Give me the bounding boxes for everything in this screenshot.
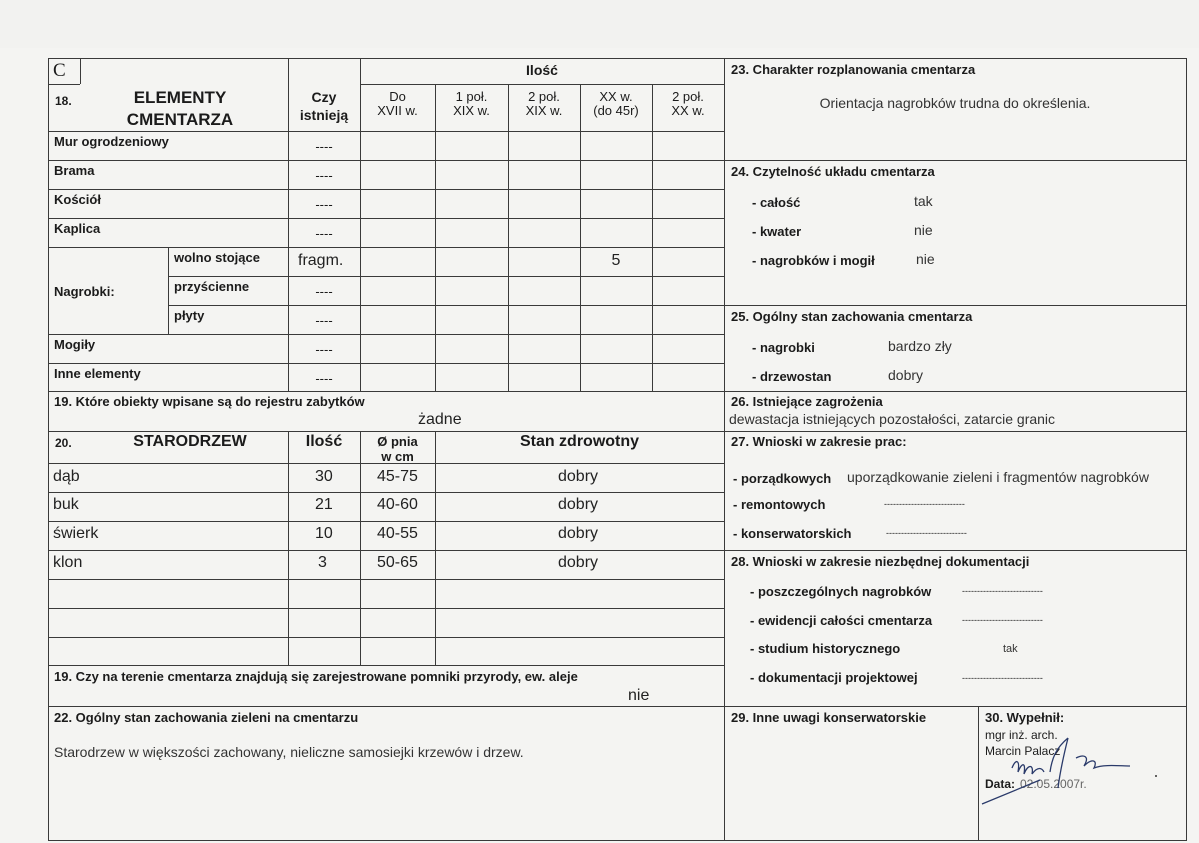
row-label: Mur ogrodzeniowy bbox=[54, 134, 169, 149]
s26-label: 26. Istniejące zagrożenia bbox=[731, 394, 883, 409]
tree-name: klon bbox=[53, 554, 83, 571]
tree-name: dąb bbox=[53, 468, 80, 485]
s20-count-header: Ilość bbox=[305, 433, 343, 450]
row-label: Kaplica bbox=[54, 221, 101, 236]
row-label: Brama bbox=[54, 163, 95, 178]
s26-value: dewastacja istniejących pozostałości, zatarcie granic bbox=[729, 411, 1056, 427]
s24-item-value: tak bbox=[914, 193, 933, 209]
period-header: XIX w. bbox=[525, 103, 563, 118]
tree-diameter: 45-75 bbox=[377, 468, 418, 485]
rule bbox=[724, 305, 1186, 306]
quantity-header: Ilość bbox=[526, 62, 558, 78]
s24-label: 24. Czytelność układu cmentarza bbox=[731, 164, 935, 179]
period-header: 2 poł. bbox=[528, 89, 560, 104]
s24-item-label: - całość bbox=[752, 195, 801, 210]
s25-item-value: dobry bbox=[888, 367, 924, 383]
s28-item-value: --------------------------- bbox=[962, 586, 1043, 596]
s24-item-value: nie bbox=[914, 222, 933, 238]
s20-diam-header-1: Ø pnia bbox=[377, 434, 418, 449]
frame-left bbox=[48, 58, 49, 840]
s30-name: Marcin Palacz bbox=[985, 744, 1061, 758]
s19a-value: żadne bbox=[418, 411, 462, 428]
frame-top bbox=[48, 58, 1187, 59]
rule bbox=[580, 84, 581, 391]
s28-item-label: - poszczególnych nagrobków bbox=[750, 584, 932, 599]
s25-item-label: - nagrobki bbox=[752, 340, 815, 355]
tree-diameter: 40-55 bbox=[377, 525, 418, 542]
tree-count: 30 bbox=[315, 468, 333, 485]
rule bbox=[168, 305, 724, 306]
s29-label: 29. Inne uwagi konserwatorskie bbox=[731, 710, 927, 725]
rule bbox=[168, 247, 169, 334]
s25-item-value: bardzo zły bbox=[888, 338, 952, 354]
tree-state: dobry bbox=[558, 496, 599, 513]
rule bbox=[435, 84, 436, 391]
row-exists: ---- bbox=[315, 284, 333, 299]
s28-item-label: - ewidencji całości cmentarza bbox=[750, 613, 933, 628]
s22-value: Starodrzew w większości zachowany, nieliczne samosiejki krzewów i drzew. bbox=[54, 744, 524, 760]
s24-item-value: nie bbox=[916, 251, 935, 267]
period-header: XIX w. bbox=[453, 103, 490, 118]
s30-title: mgr inż. arch. bbox=[985, 728, 1058, 742]
s28-item-label: - dokumentacji projektowej bbox=[750, 670, 918, 685]
s23-label: 23. Charakter rozplanowania cmentarza bbox=[731, 62, 976, 77]
row-label: płyty bbox=[174, 308, 205, 323]
s27-item-value: uporządkowanie zieleni i fragmentów nagrobków bbox=[847, 469, 1149, 485]
s20-number: 20. bbox=[55, 436, 72, 450]
s27-item-value: --------------------------- bbox=[886, 528, 967, 538]
s18-title-line2: CMENTARZA bbox=[126, 110, 234, 129]
s28-item-label: - studium historycznego bbox=[750, 641, 901, 656]
s30-date-value: 02.05.2007r. bbox=[1020, 777, 1087, 791]
rule bbox=[48, 391, 724, 392]
rule bbox=[168, 276, 724, 277]
s20-state-header: Stan zdrowotny bbox=[519, 433, 640, 450]
rule bbox=[48, 131, 724, 132]
rule bbox=[48, 706, 724, 707]
rule bbox=[48, 247, 724, 248]
s27-item-label: - remontowych bbox=[733, 497, 826, 512]
tree-count: 3 bbox=[318, 554, 327, 571]
exists-header-1: Czy bbox=[311, 89, 337, 105]
s19b-value: nie bbox=[628, 687, 650, 704]
period-header: XX w. bbox=[599, 89, 633, 104]
rule bbox=[724, 431, 1186, 432]
rule bbox=[724, 391, 1186, 392]
row-label: przyścienne bbox=[174, 279, 250, 294]
rule bbox=[652, 84, 653, 391]
period-header: XX w. bbox=[671, 103, 705, 118]
rule bbox=[48, 637, 724, 638]
tree-count: 21 bbox=[315, 496, 333, 513]
rule bbox=[48, 218, 724, 219]
row-label: Kościół bbox=[54, 192, 101, 207]
s30-label: 30. Wypełnił: bbox=[985, 710, 1065, 725]
rule bbox=[48, 160, 724, 161]
rule bbox=[48, 521, 724, 522]
s24-item-label: - nagrobków i mogił bbox=[752, 253, 875, 268]
period-header: 1 poł. bbox=[455, 89, 488, 104]
rule bbox=[978, 706, 979, 840]
s22-label: 22. Ogólny stan zachowania zieleni na cmentarzu bbox=[54, 710, 359, 725]
rule bbox=[360, 431, 361, 665]
s18-number: 18. bbox=[55, 94, 72, 108]
rule bbox=[80, 58, 81, 84]
tree-diameter: 50-65 bbox=[377, 554, 418, 571]
rule bbox=[435, 431, 436, 665]
s27-item-label: - konserwatorskich bbox=[733, 526, 852, 541]
row-exists: ---- bbox=[315, 197, 333, 212]
tree-name: buk bbox=[53, 496, 79, 513]
row-label: Inne elementy bbox=[54, 366, 141, 381]
s20-title: STARODRZEW bbox=[133, 433, 247, 450]
s30-date-label: Data: bbox=[985, 777, 1016, 791]
row-exists: ---- bbox=[315, 139, 333, 154]
rule bbox=[508, 84, 509, 391]
row-quantity: 5 bbox=[611, 252, 621, 269]
s27-item-value: --------------------------- bbox=[884, 499, 965, 509]
rule bbox=[48, 579, 724, 580]
s24-item-label: - kwater bbox=[752, 224, 802, 239]
row-exists: ---- bbox=[315, 342, 333, 357]
period-header: Do bbox=[389, 89, 406, 104]
s28-item-value: --------------------------- bbox=[962, 615, 1043, 625]
signature-mark bbox=[980, 728, 1160, 808]
period-header: 2 poł. bbox=[672, 89, 704, 104]
tree-diameter: 40-60 bbox=[377, 496, 418, 513]
rule bbox=[48, 189, 724, 190]
rule bbox=[48, 550, 724, 551]
row-label: Mogiły bbox=[54, 337, 96, 352]
s28-item-value: --------------------------- bbox=[962, 673, 1043, 683]
rule bbox=[48, 334, 724, 335]
rule bbox=[288, 431, 289, 665]
rule bbox=[48, 608, 724, 609]
tree-count: 10 bbox=[315, 525, 333, 542]
row-exists: ---- bbox=[315, 313, 333, 328]
tree-name: świerk bbox=[53, 525, 99, 542]
corner-letter: C bbox=[53, 60, 66, 81]
s25-item-label: - drzewostan bbox=[752, 369, 832, 384]
row-exists: ---- bbox=[315, 371, 333, 386]
s25-label: 25. Ogólny stan zachowania cmentarza bbox=[731, 309, 973, 324]
s23-value: Orientacja nagrobków trudna do określenia. bbox=[819, 95, 1091, 111]
rule bbox=[48, 84, 80, 85]
row-exists: fragm. bbox=[298, 252, 344, 269]
scan-margin bbox=[0, 0, 1199, 48]
row-label: Nagrobki: bbox=[54, 284, 115, 299]
tree-state: dobry bbox=[558, 525, 599, 542]
rule bbox=[724, 550, 1186, 551]
rule bbox=[48, 492, 724, 493]
tree-state: dobry bbox=[558, 468, 599, 485]
row-exists: ---- bbox=[315, 168, 333, 183]
exists-header-2: istnieją bbox=[299, 107, 349, 123]
rule bbox=[724, 706, 1186, 707]
period-header: XVII w. bbox=[377, 103, 418, 118]
s19b-label: 19. Czy na terenie cmentarza znajdują się zarejestrowane pomniki przyrody, ew. aleje bbox=[54, 669, 578, 684]
s28-item-value: tak bbox=[1003, 643, 1018, 655]
rule bbox=[360, 84, 724, 85]
frame-bottom bbox=[48, 840, 1187, 841]
rule bbox=[48, 363, 724, 364]
row-label: wolno stojące bbox=[174, 250, 260, 265]
s19a-label: 19. Które obiekty wpisane są do rejestru zabytków bbox=[54, 394, 365, 409]
period-header: (do 45r) bbox=[593, 103, 639, 118]
s20-diam-header-2: w cm bbox=[381, 449, 414, 464]
rule bbox=[724, 160, 1186, 161]
s28-label: 28. Wnioski w zakresie niezbędnej dokumentacji bbox=[731, 554, 1030, 569]
frame-right bbox=[1186, 58, 1187, 840]
s18-title-line1: ELEMENTY bbox=[133, 88, 227, 107]
tree-state: dobry bbox=[558, 554, 599, 571]
s27-item-label: - porządkowych bbox=[733, 471, 832, 486]
row-exists: ---- bbox=[315, 226, 333, 241]
column-divider bbox=[724, 58, 725, 840]
rule bbox=[48, 431, 724, 432]
s27-label: 27. Wnioski w zakresie prac: bbox=[731, 434, 907, 449]
rule bbox=[48, 665, 724, 666]
